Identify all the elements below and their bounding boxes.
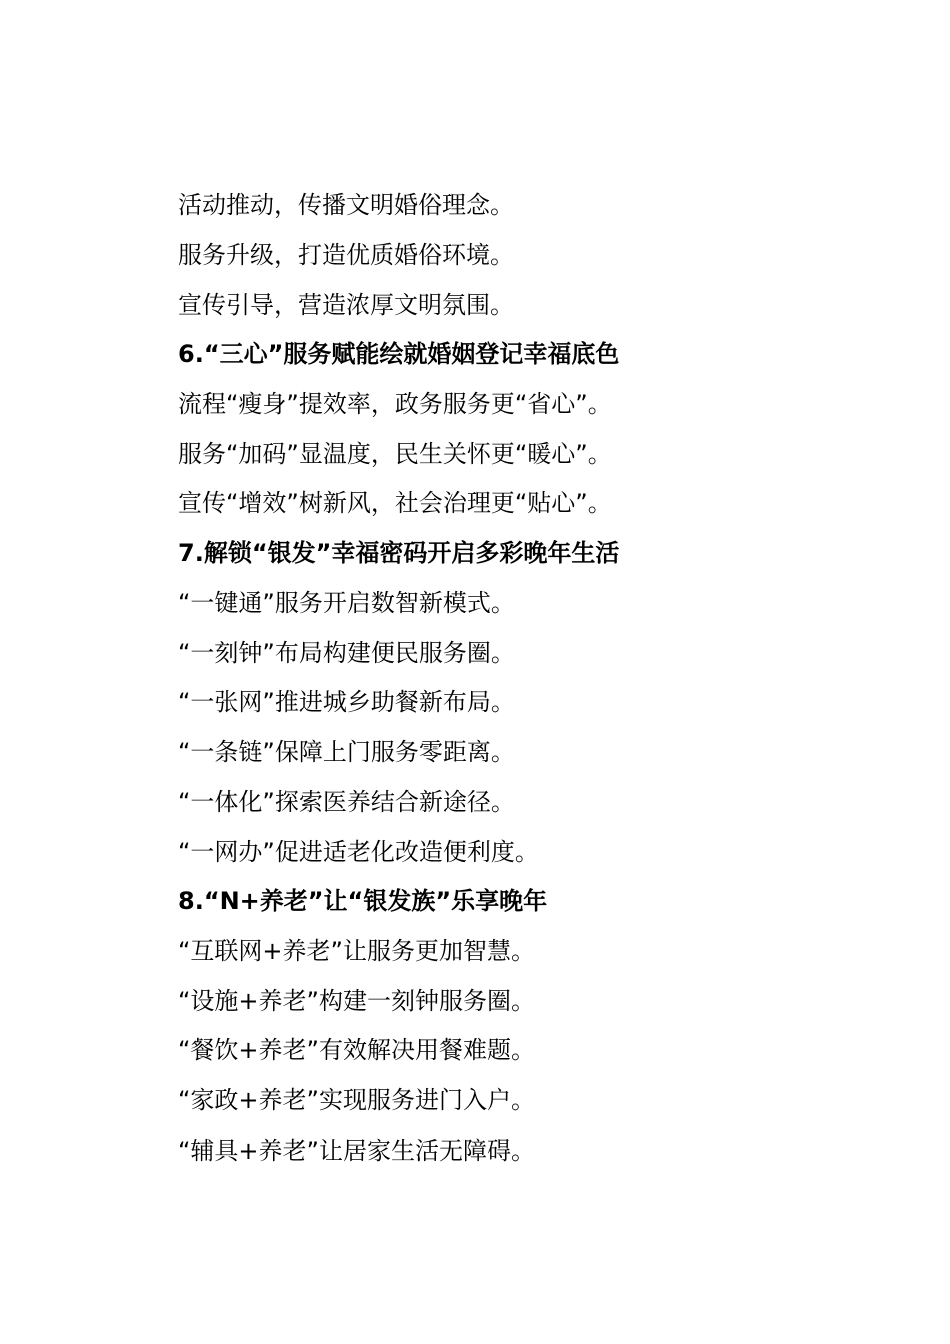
section-heading: 8.“N+养老”让“银发族”乐享晚年 — [178, 887, 548, 915]
body-line: “家政+养老”实现服务进门入户。 — [178, 1086, 535, 1114]
section-heading: 6.“三心”服务赋能绘就婚姻登记幸福底色 — [178, 340, 620, 368]
body-line: 服务升级，打造优质婚俗环境。 — [178, 241, 514, 269]
section-heading: 7.解锁“银发”幸福密码开启多彩晚年生活 — [178, 539, 620, 567]
body-line: 流程“瘦身”提效率，政务服务更“省心”。 — [178, 390, 612, 418]
body-line: “一张网”推进城乡助餐新布局。 — [178, 688, 515, 716]
body-line: “餐饮+养老”有效解决用餐难题。 — [178, 1036, 535, 1064]
body-line: “一刻钟”布局构建便民服务圈。 — [178, 639, 515, 667]
body-line: 宣传引导，营造浓厚文明氛围。 — [178, 291, 514, 319]
body-line: “互联网+养老”让服务更加智慧。 — [178, 937, 535, 965]
body-line: “辅具+养老”让居家生活无障碍。 — [178, 1137, 535, 1165]
body-line: 服务“加码”显温度，民生关怀更“暖心”。 — [178, 440, 612, 468]
body-line: “设施+养老”构建一刻钟服务圈。 — [178, 987, 535, 1015]
body-line: “一网办”促进适老化改造便利度。 — [178, 838, 539, 866]
body-line: 宣传“增效”树新风，社会治理更“贴心”。 — [178, 489, 612, 517]
body-line: 活动推动，传播文明婚俗理念。 — [178, 191, 514, 219]
body-line: “一条链”保障上门服务零距离。 — [178, 738, 515, 766]
body-line: “一键通”服务开启数智新模式。 — [178, 589, 515, 617]
body-line: “一体化”探索医养结合新途径。 — [178, 788, 515, 816]
